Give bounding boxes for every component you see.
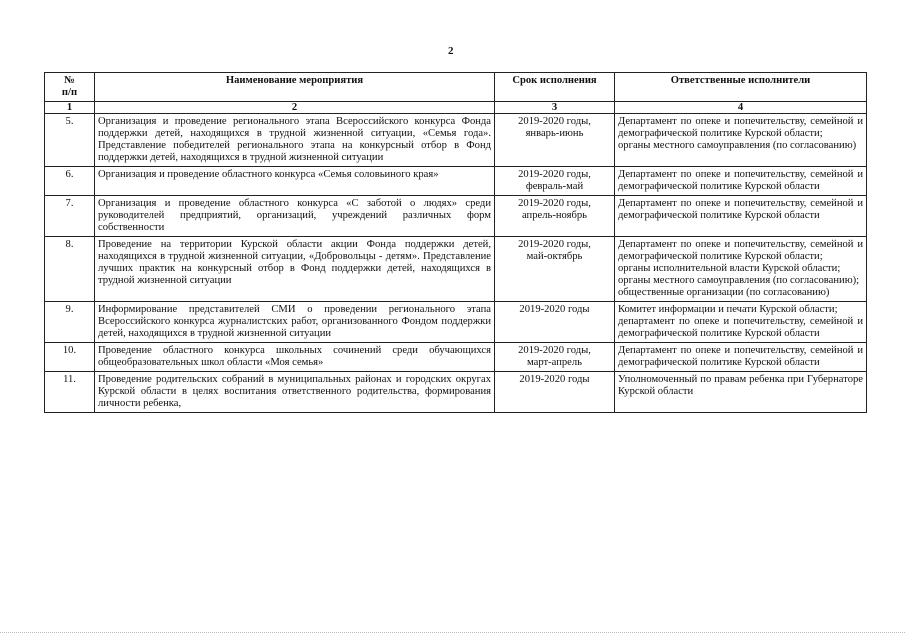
execution-term-line: февраль-май [525,181,584,192]
row-number: 5. [45,114,95,167]
column-number: 3 [495,102,615,114]
table-row [45,372,867,413]
execution-term-line: 2019-2020 годы, [518,239,591,250]
responsible-executors [615,196,867,237]
responsible-executor: департамент по опеке и попечительству, семейной и демографической политике Курской области [618,316,863,339]
column-number: 2 [95,102,495,114]
header-num-line2: п/п [61,87,78,98]
row-number: 11. [45,372,95,413]
row-number: 7. [45,196,95,237]
table-row [45,302,867,343]
responsible-executor: органы местного самоуправления (по согласованию) [618,140,857,151]
responsible-executor: Департамент по опеке и попечительству, семейной и демографической политике Курской области; [618,239,863,262]
execution-term-line: апрель-ноябрь [521,210,588,221]
execution-term-line: январь-июнь [525,128,584,139]
responsible-executors [615,114,867,167]
header-event: Наименование мероприятия [95,73,495,102]
table-row [45,167,867,196]
header-resp: Ответственные исполнители [615,73,867,102]
execution-term-line: 2019-2020 годы, [518,345,591,356]
table-row [45,237,867,302]
events-table [44,72,867,413]
responsible-executor: органы исполнительной власти Курской области; [618,263,841,274]
row-number: 8. [45,237,95,302]
table-row [45,196,867,237]
table-row [45,343,867,372]
responsible-executors [615,237,867,302]
event-name: Организация и проведение регионального этапа Всероссийского конкурса Фонда поддержки детей, находящихся в трудной жизненной ситуации, «Семья года». Представление победителей регионального этапа на конкурсный отбор в Фонд поддержки детей, находящихся в трудной жизненной ситуации [95,114,495,167]
table-header-row [45,73,867,102]
responsible-executor: Уполномоченный по правам ребенка при Губернаторе Курской области [618,374,863,397]
row-number: 10. [45,343,95,372]
event-name: Организация и проведение областного конкурса «С заботой о людях» среди руководителей предприятий, организаций, учреждений различных форм собственности [95,196,495,237]
event-name: Организация и проведение областного конкурса «Семья соловьиного края» [95,167,495,196]
header-num-line1: № [64,75,75,86]
execution-term [495,237,615,302]
execution-term-line: 2019-2020 годы, [518,169,591,180]
responsible-executor: общественные организации (по согласованию) [618,287,830,298]
column-numbers-row [45,102,867,114]
execution-term-line: 2019-2020 годы [519,304,590,315]
execution-term [495,196,615,237]
responsible-executor: Департамент по опеке и попечительству, семейной и демографической политике Курской области; [618,116,863,139]
execution-term [495,114,615,167]
page-number: 2 [448,45,454,57]
execution-term-line: 2019-2020 годы, [518,198,591,209]
column-number: 4 [615,102,867,114]
execution-term [495,372,615,413]
responsible-executor: Комитет информации и печати Курской области; [618,304,838,315]
responsible-executor: Департамент по опеке и попечительству, семейной и демографической политике Курской области [618,198,863,221]
responsible-executors [615,167,867,196]
responsible-executor: Департамент по опеке и попечительству, семейной и демографической политике Курской области [618,169,863,192]
event-name: Проведение на территории Курской области акции Фонда поддержки детей, находящихся в трудной жизненной ситуации, «Добровольцы - детям». Представление лучших практик на конкурсный отбор в Фонд поддержки детей, находящихся в трудной жизненной ситуации [95,237,495,302]
header-num [45,73,95,102]
column-number: 1 [45,102,95,114]
execution-term [495,343,615,372]
row-number: 6. [45,167,95,196]
table-row [45,114,867,167]
execution-term-line: май-октябрь [526,251,583,262]
header-term: Срок исполнения [495,73,615,102]
responsible-executors [615,302,867,343]
execution-term [495,302,615,343]
event-name: Проведение родительских собраний в муниципальных районах и городских округах Курской области в целях воспитания ответственного родительства, формирования личности ребенка, [95,372,495,413]
responsible-executors [615,372,867,413]
execution-term-line: март-апрель [527,357,582,368]
execution-term-line: 2019-2020 годы [519,374,590,385]
execution-term [495,167,615,196]
responsible-executor: органы местного самоуправления (по согласованию); [618,275,860,286]
scan-edge-noise [0,632,905,634]
responsible-executor: Департамент по опеке и попечительству, семейной и демографической политике Курской области [618,345,863,368]
execution-term-line: 2019-2020 годы, [518,116,591,127]
row-number: 9. [45,302,95,343]
responsible-executors [615,343,867,372]
event-name: Информирование представителей СМИ о проведении регионального этапа Всероссийского конкурса журналистских работ, организованного Фондом поддержки детей, находящихся в трудной жизненной ситуации [95,302,495,343]
event-name: Проведение областного конкурса школьных сочинений среди обучающихся общеобразовательных школ области «Моя семья» [95,343,495,372]
